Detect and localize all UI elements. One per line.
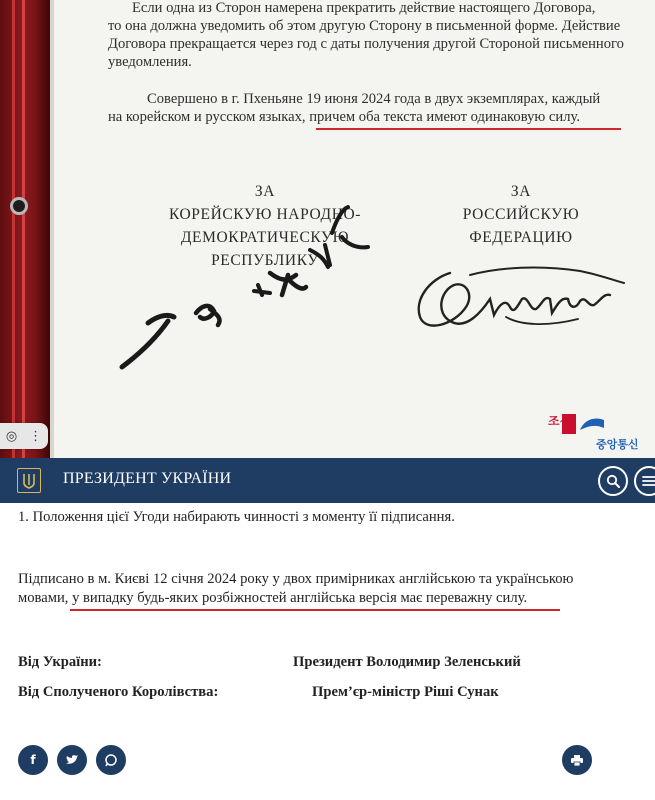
signed-line-2 (18, 589, 527, 608)
signed-line-plain: мовами, (18, 590, 73, 606)
left-signature (110, 195, 380, 380)
signer-zelensky: Президент Володимир Зеленський (293, 654, 521, 670)
scan-toolbar[interactable] (0, 423, 48, 449)
more-options-icon[interactable]: ⋮ (29, 428, 43, 444)
agency-logo-bottom: 중앙통신 (596, 438, 639, 451)
left-party-line: КОРЕЙСКУЮ НАРОДНО- (168, 206, 362, 223)
party-uk: Від Сполученого Королівства: (18, 684, 219, 700)
search-button[interactable] (598, 466, 628, 496)
camera-search-icon[interactable]: ◎ (5, 428, 18, 444)
left-party-line: ДЕМОКРАТИЧЕСКУЮ (180, 229, 350, 246)
red-underline (316, 128, 621, 130)
site-title[interactable]: ПРЕЗИДЕНТ УКРАЇНИ (63, 470, 232, 487)
right-party-line: ФЕДЕРАЦИЮ (469, 229, 573, 246)
agency-logo (548, 410, 650, 454)
left-party-line: РЕСПУБЛИКУ (211, 252, 319, 269)
whatsapp-share-button[interactable] (96, 745, 126, 775)
page-edge (50, 0, 54, 458)
search-icon (606, 474, 620, 488)
signed-line: Підписано в м. Києві 12 січня 2024 року у двох примірниках англійською та українською (18, 571, 574, 587)
trident-glyph (22, 473, 36, 489)
signing-language-plain: на корейском и русском языках, (108, 109, 310, 125)
signed-line-highlight: у випадку будь-яких розбіжностей англійська версія має переважну силу. (72, 590, 528, 606)
left-party-line: ЗА (254, 183, 276, 200)
trident-icon[interactable] (17, 468, 41, 493)
treaty-line: Если одна из Сторон намерена прекратить действие настоящего Договора, (132, 0, 596, 16)
whatsapp-icon (104, 753, 118, 767)
print-button[interactable] (562, 745, 592, 775)
twitter-share-button[interactable] (57, 745, 87, 775)
red-underline (70, 609, 560, 611)
binding-grommet (10, 197, 28, 215)
facebook-icon: f (30, 753, 36, 767)
right-party-line: ЗА (510, 183, 532, 200)
menu-button[interactable] (634, 466, 655, 496)
treaty-line: то она должна уведомить об этом другую Сторону в письменной форме. Действие (108, 18, 621, 34)
menu-icon (642, 475, 655, 487)
party-ukraine: Від України: (18, 654, 102, 670)
clause-text: 1. Положення цієї Угоди набирають чинності з моменту її підписання. (18, 509, 455, 525)
treaty-line: уведомления. (108, 54, 192, 70)
treaty-line: Договора прекращается через год с даты получения другой Стороной письменного (108, 36, 624, 52)
red-binding (0, 0, 50, 458)
signing-language-highlight: причем оба текста имеют одинаковую силу. (309, 109, 580, 125)
right-signature (410, 255, 640, 350)
right-party-line: РОССИЙСКУЮ (462, 206, 580, 223)
signer-sunak: Прем’єр-міністр Ріші Сунак (312, 684, 499, 700)
agency-logo-top: 조선 (548, 414, 572, 428)
twitter-icon (65, 754, 79, 766)
facebook-share-button[interactable] (18, 745, 48, 775)
print-icon (570, 754, 584, 767)
binding-ribbon (12, 0, 15, 458)
binding-ribbon (22, 0, 25, 458)
site-header (0, 458, 655, 503)
signing-place-line: Совершено в г. Пхеньяне 19 июня 2024 года в двух экземплярах, каждый (147, 91, 601, 107)
signing-language-line (108, 108, 653, 126)
right-party-heading (436, 180, 606, 249)
